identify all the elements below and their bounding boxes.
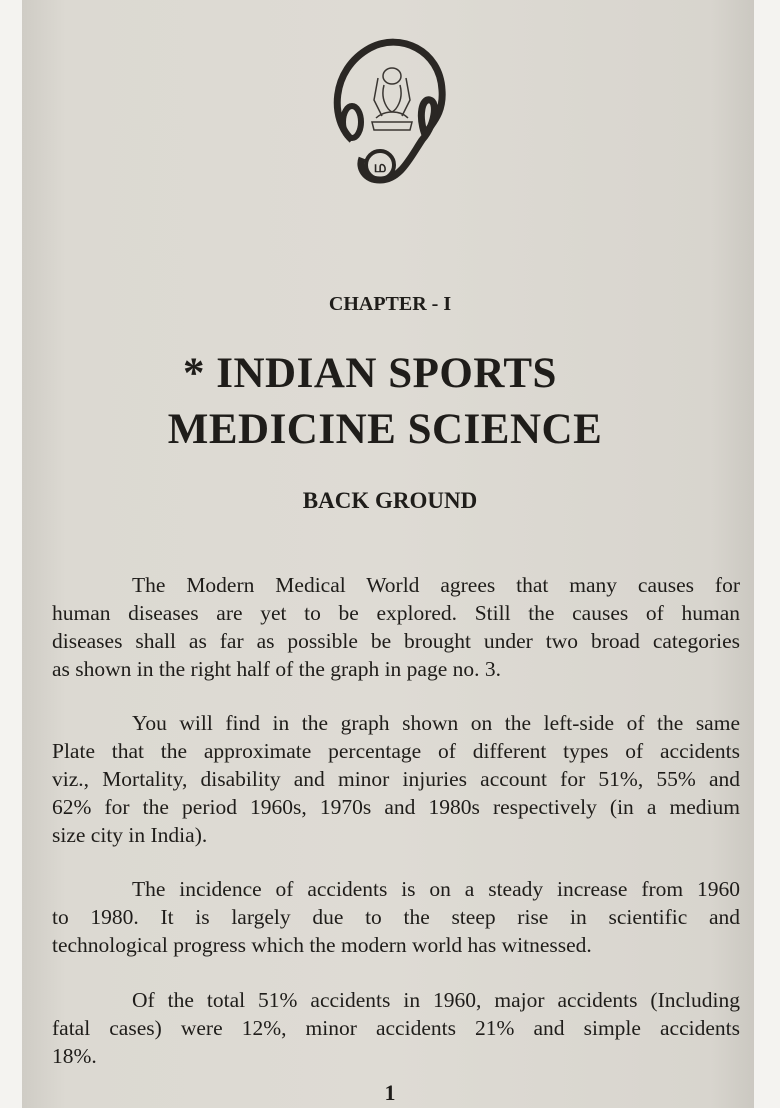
- publisher-logo: [330, 30, 450, 195]
- paragraph-1-line: human diseases are yet to be explored. Still the causes of human: [52, 601, 740, 625]
- title-line-2: MEDICINE SCIENCE: [167, 406, 603, 453]
- paragraph-2-line: You will find in the graph shown on the left-side of the same: [132, 711, 740, 735]
- paragraph-2-line: 62% for the period 1960s, 1970s and 1980s respectively (in a medium: [52, 795, 740, 819]
- title-line-1: * INDIAN SPORTS: [183, 350, 557, 397]
- paragraph-3-line: The incidence of accidents is on a steady increase from 1960: [132, 877, 740, 901]
- paragraph-1-line: as shown in the right half of the graph in page no. 3.: [52, 657, 502, 681]
- paragraph-2-line: viz., Mortality, disability and minor injuries account for 51%, 55% and: [52, 767, 740, 791]
- page-number: 1: [384, 1080, 396, 1105]
- paragraph-4-line: fatal cases) were 12%, minor accidents 21% and simple accidents: [52, 1016, 740, 1040]
- svg-text:ம: ம: [373, 157, 387, 176]
- paragraph-3-line: technological progress which the modern world has witnessed.: [52, 933, 592, 957]
- section-heading: BACK GROUND: [302, 488, 478, 513]
- paragraph-4-line: 18%.: [52, 1044, 97, 1068]
- paragraph-1-line: diseases shall as far as possible be brought under two broad categories: [52, 629, 740, 653]
- paragraph-1-line: The Modern Medical World agrees that many causes for: [132, 573, 740, 597]
- chapter-label: CHAPTER - I: [328, 293, 452, 315]
- paragraph-2-line: Plate that the approximate percentage of different types of accidents: [52, 739, 740, 763]
- paragraph-3-line: to 1980. It is largely due to the steep rise in scientific and: [52, 905, 740, 929]
- paragraph-2-line: size city in India).: [52, 823, 208, 847]
- paragraph-4-line: Of the total 51% accidents in 1960, major accidents (Including: [132, 988, 740, 1012]
